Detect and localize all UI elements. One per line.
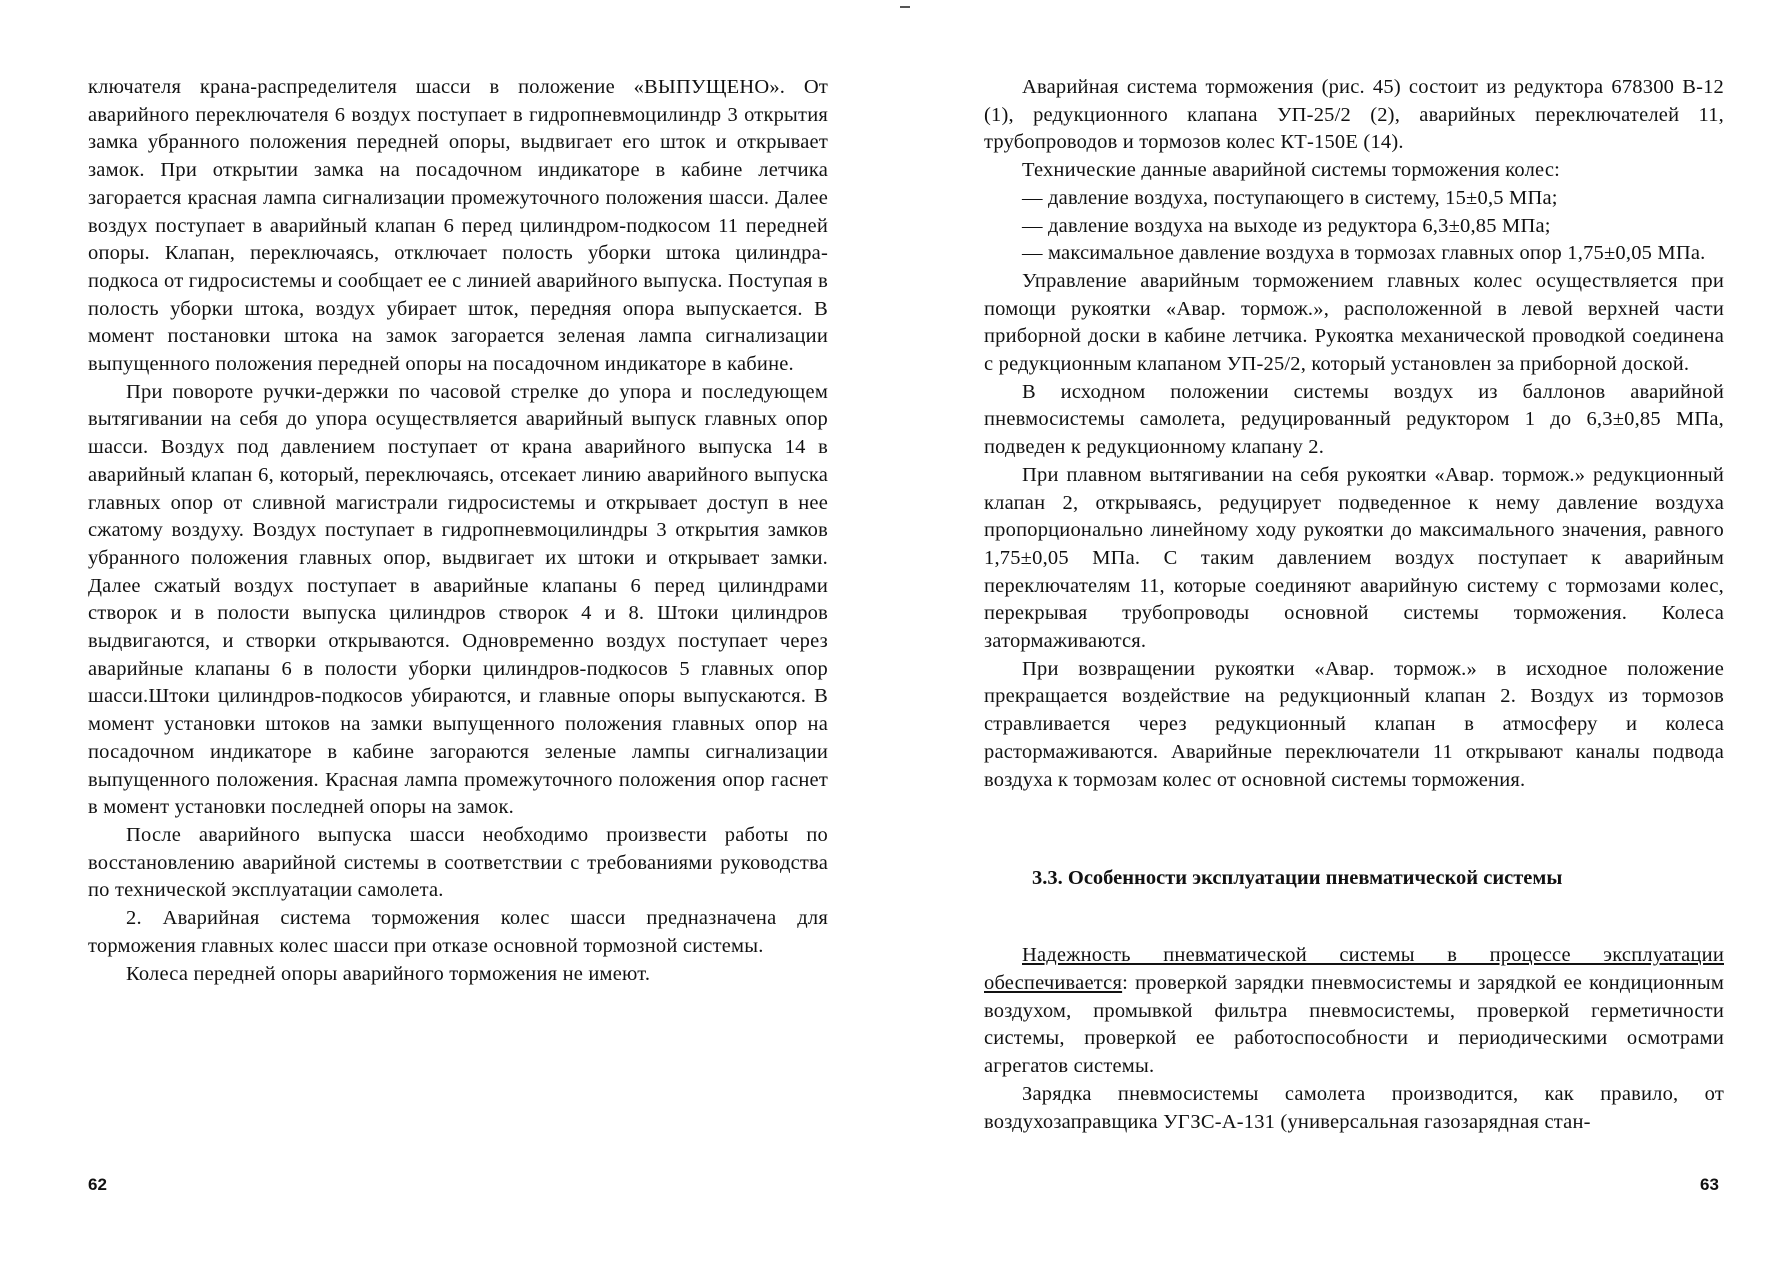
paragraph: В исходном положении системы воздух из баллонов аварийной пневмосистемы самолета, редуцированный редуктором 1 до 6,3±0,85 МПа, подведен к редукционному клапану 2. [984, 380, 1724, 459]
page-number: 62 [88, 1175, 107, 1194]
paragraph: ключателя крана-распределителя шасси в положение «ВЫПУЩЕНО». От аварийного переключателя 6 воздух поступает в гидропневмоцилиндр 3 открытия замка убранного положения передней опоры, выдвигает его шток и открывает замок. При открытии замка на посадочном индикаторе в кабине летчика загорается красная лампа сигнализации промежуточного положения шасси. Далее воздух поступает в аварийный клапан 6 перед цилиндром-подкосом 11 передней опоры. Клапан, переключаясь, отключает полость уборки штока цилиндра-подкоса от гидросистемы и сообщает ее с линией аварийного выпуска. Поступая в полость уборки штока, воздух убирает шток, передняя опора выпускается. В момент постановки штока на замок загорается зеленая лампа сигнализации выпущенного положения передней опоры на посадочном индикаторе в кабине. [88, 76, 828, 376]
paragraph: После аварийного выпуска шасси необходимо произвести работы по восстановлению аварийной системы в соответствии с требованиями руководства по технической эксплуатации самолета. [88, 823, 828, 902]
paragraph: При повороте ручки-держки по часовой стрелке до упора и последующем вытягивании на себя до упора осуществляется аварийный выпуск главных опор шасси. Воздух под давлением поступает от крана аварийного выпуска 14 в аварийный клапан 6, который, переключаясь, отсекает линию аварийного выпуска главных опор от сливной магистрали гидросистемы и открывает доступ в нее сжатому воздуху. Воздух поступает в гидропневмоцилиндры 3 открытия замков убранного положения главных опор, выдвигает их штоки и открывает замки. Далее сжатый воздух поступает в аварийные клапаны 6 перед цилиндрами створок и в полости выпуска цилиндров створок 4 и 8. Штоки цилиндров выдвигаются, и створки открываются. Одновременно воздух поступает через аварийные клапаны 6 в полости уборки цилиндров-подкосов 5 главных опор шасси.Штоки цилиндров-подкосов убираются, и главные опоры выпускаются. В момент установки штоков на замки выпущенного положения главных опор на посадочном индикаторе в кабине загораются зеленые лампы сигнализации выпущенного положения. Красная лампа промежуточного положения опор гаснет в момент установки последней опоры на замок. [88, 380, 828, 819]
paragraph: 2. Аварийная система торможения колес шасси предназначена для торможения главных колес шасси при отказе основной тормозной системы. [88, 907, 828, 957]
underlined-text: Надежность пневматической системы в процессе эксплуатации обеспечивается [984, 944, 1724, 994]
paragraph: Зарядка пневмосистемы самолета производится, как правило, от воздухозаправщика УГЗС-А-131 (универсальная газозарядная стан- [984, 1082, 1724, 1133]
paragraph-text: : проверкой зарядки пневмосистемы и зарядкой ее кондиционным воздухом, промывкой фильтра пневмосистемы, проверкой герметичности системы, проверкой ее работоспособности и периодическими осмотрами агрегатов системы. [984, 971, 1724, 1078]
paragraph: Технические данные аварийной системы торможения колес: [1022, 159, 1561, 182]
page-number: 63 [1700, 1175, 1719, 1194]
paragraph: Управление аварийным торможением главных колес осуществляется при помощи рукоятки «Авар. тормож.», расположенной в левой верхней части приборной доски в кабине летчика. Рукоятка механической проводкой соединена с редукционным клапаном УП-25/2, который установлен за приборной доской. [984, 269, 1724, 376]
paragraph: При возвращении рукоятки «Авар. тормож.» в исходное положение прекращается воздействие на редукционный клапан 2. Воздух из тормозов стравливается через редукционный клапан в атмосферу и колеса растормаживаются. Аварийные переключатели 11 открывают каналы подвода воздуха к тормозам колес от основной системы торможения. [984, 657, 1724, 791]
paragraph: Аварийная система торможения (рис. 45) состоит из редуктора 678300 В-12 (1), редукционного клапана УП-25/2 (2), аварийных переключателей 11, трубопроводов и тормозов колес КТ-150Е (14). [984, 76, 1724, 154]
list-item: — максимальное давление воздуха в тормозах главных опор 1,75±0,05 МПа. [1022, 242, 1706, 265]
paragraph [984, 942, 1724, 1081]
left-page [88, 74, 828, 988]
list-item: — давление воздуха на выходе из редуктора 6,3±0,85 МПа; [1022, 214, 1551, 237]
list-item: — давление воздуха, поступающего в систему, 15±0,5 МПа; [1022, 186, 1558, 209]
spread-mark [900, 6, 910, 8]
paragraph: При плавном вытягивании на себя рукоятки «Авар. тормож.» редукционный клапан 2, открываясь, редуцирует подведенное к нему давление воздуха пропорционально линейному ходу рукоятки до максимального значения, равного 1,75±0,05 МПа. С таким давлением воздух поступает к аварийным переключателям 11, которые соединяют аварийную систему с тормозами колес, перекрывая трубопроводы основной системы торможения. Колеса затормаживаются. [984, 463, 1724, 653]
section-heading: 3.3. Особенности эксплуатации пневматической системы [1032, 867, 1563, 890]
right-page [984, 74, 1724, 1136]
paragraph: Колеса передней опоры аварийного торможения не имеют. [126, 962, 651, 985]
